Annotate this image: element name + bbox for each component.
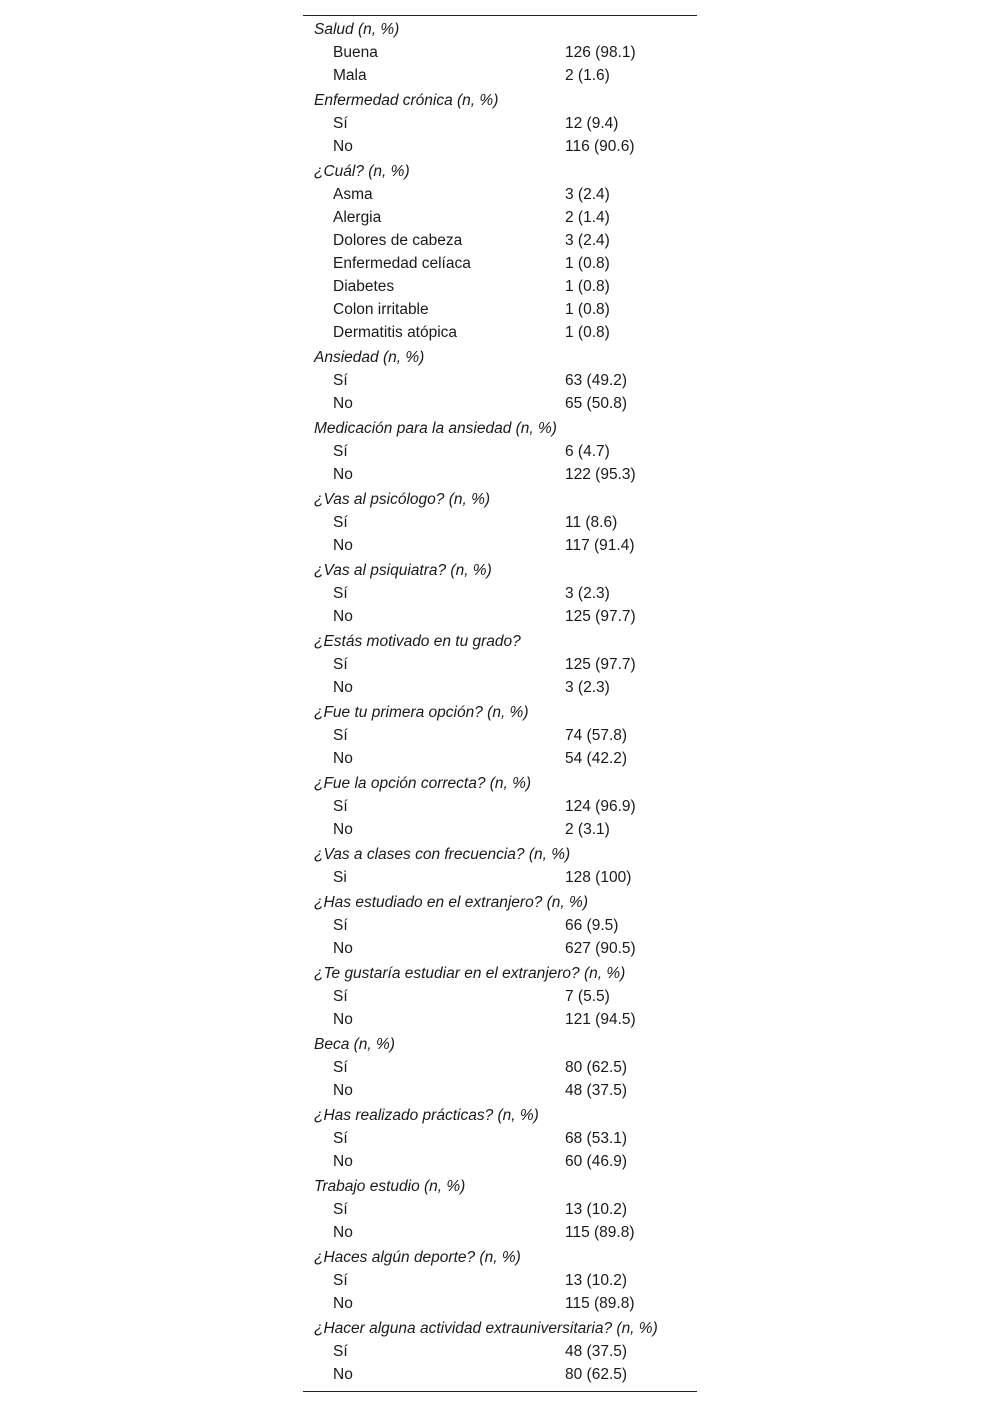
row-label: Sí — [333, 1059, 348, 1076]
row-value: 48 (37.5) — [565, 1343, 628, 1360]
table-section — [303, 559, 697, 628]
table-row — [303, 321, 697, 344]
row-value: 115 (89.8) — [565, 1295, 635, 1312]
row-value: 2 (1.4) — [565, 209, 610, 226]
row-label: No — [333, 138, 353, 155]
row-value: 1 (0.8) — [565, 255, 610, 272]
table-row — [303, 653, 697, 676]
section-title: ¿Vas al psicólogo? (n, %) — [314, 491, 491, 508]
row-label: No — [333, 1295, 353, 1312]
table-row — [303, 1079, 697, 1102]
row-label: No — [333, 537, 353, 554]
table-section — [303, 630, 697, 699]
section-title: ¿Te gustaría estudiar en el extranjero? (n, %) — [314, 965, 626, 982]
row-label: Si — [333, 869, 347, 886]
table-row — [303, 866, 697, 889]
row-value: 65 (50.8) — [565, 395, 628, 412]
row-label: No — [333, 1224, 353, 1241]
row-value: 60 (46.9) — [565, 1153, 628, 1170]
row-label: Sí — [333, 988, 348, 1005]
row-label: Diabetes — [333, 278, 395, 295]
row-value: 80 (62.5) — [565, 1059, 628, 1076]
table-section — [303, 1175, 697, 1244]
table-section — [303, 160, 697, 344]
section-title: Ansiedad (n, %) — [314, 349, 425, 366]
row-value: 627 (90.5) — [565, 940, 636, 957]
table-row — [303, 1340, 697, 1363]
row-label: Colon irritable — [333, 301, 429, 318]
row-label: Dolores de cabeza — [333, 232, 463, 249]
row-label: No — [333, 395, 353, 412]
row-label: Sí — [333, 1272, 348, 1289]
section-title: Trabajo estudio (n, %) — [314, 1178, 466, 1195]
table-row — [303, 64, 697, 87]
row-label: No — [333, 821, 353, 838]
table-section — [303, 1104, 697, 1173]
row-value: 117 (91.4) — [565, 537, 635, 554]
section-title: ¿Vas al psiquiatra? (n, %) — [314, 562, 492, 579]
row-label: Sí — [333, 115, 348, 132]
section-title: Enfermedad crónica (n, %) — [314, 92, 499, 109]
table-row — [303, 534, 697, 557]
row-value: 1 (0.8) — [565, 278, 610, 295]
row-value: 11 (8.6) — [565, 514, 618, 531]
row-value: 12 (9.4) — [565, 115, 619, 132]
table-row — [303, 183, 697, 206]
table-row — [303, 1008, 697, 1031]
row-value: 13 (10.2) — [565, 1272, 628, 1289]
section-title: ¿Hacer alguna actividad extrauniversitaria? (n, %) — [314, 1320, 658, 1337]
row-label: No — [333, 466, 353, 483]
section-title: Beca (n, %) — [314, 1036, 395, 1053]
section-title: ¿Has estudiado en el extranjero? (n, %) — [314, 894, 588, 911]
table-row — [303, 229, 697, 252]
table-row — [303, 275, 697, 298]
row-value: 2 (3.1) — [565, 821, 610, 838]
table-row — [303, 676, 697, 699]
table-section — [303, 1246, 697, 1315]
table-section — [303, 843, 697, 889]
row-label: Mala — [333, 67, 367, 84]
table-section — [303, 417, 697, 486]
table-row — [303, 112, 697, 135]
section-title: ¿Estás motivado en tu grado? — [314, 633, 521, 650]
row-label: Buena — [333, 44, 378, 61]
row-label: No — [333, 750, 353, 767]
row-label: Sí — [333, 1130, 348, 1147]
table-row — [303, 724, 697, 747]
table-section — [303, 962, 697, 1031]
table-row — [303, 1150, 697, 1173]
row-value: 128 (100) — [565, 869, 632, 886]
row-label: No — [333, 1366, 353, 1383]
section-title: ¿Fue la opción correcta? (n, %) — [314, 775, 532, 792]
row-value: 3 (2.4) — [565, 232, 610, 249]
row-value: 74 (57.8) — [565, 727, 628, 744]
table-section — [303, 701, 697, 770]
table-row — [303, 252, 697, 275]
table-section — [303, 772, 697, 841]
row-label: Sí — [333, 917, 348, 934]
table-row — [303, 1269, 697, 1292]
row-value: 13 (10.2) — [565, 1201, 628, 1218]
table-row — [303, 41, 697, 64]
row-label: Alergia — [333, 209, 382, 226]
row-value: 66 (9.5) — [565, 917, 619, 934]
row-label: Sí — [333, 1201, 348, 1218]
table-row — [303, 1127, 697, 1150]
table-section — [303, 1033, 697, 1102]
row-value: 48 (37.5) — [565, 1082, 628, 1099]
row-label: Sí — [333, 514, 348, 531]
section-title: ¿Fue tu primera opción? (n, %) — [314, 704, 529, 721]
row-value: 80 (62.5) — [565, 1366, 628, 1383]
row-value: 3 (2.4) — [565, 186, 610, 203]
row-label: No — [333, 679, 353, 696]
row-value: 125 (97.7) — [565, 656, 636, 673]
row-label: No — [333, 1011, 353, 1028]
table-row — [303, 440, 697, 463]
table-section — [303, 89, 697, 158]
row-value: 3 (2.3) — [565, 679, 610, 696]
row-label: Sí — [333, 443, 348, 460]
row-value: 1 (0.8) — [565, 324, 610, 341]
row-label: Sí — [333, 372, 348, 389]
table-row — [303, 582, 697, 605]
row-value: 124 (96.9) — [565, 798, 636, 815]
row-label: Dermatitis atópica — [333, 324, 458, 341]
table-row — [303, 1292, 697, 1315]
table-row — [303, 392, 697, 415]
row-value: 122 (95.3) — [565, 466, 636, 483]
table-row — [303, 206, 697, 229]
table-row — [303, 747, 697, 770]
table-section — [303, 488, 697, 557]
section-title: ¿Vas a clases con frecuencia? (n, %) — [314, 846, 571, 863]
row-value: 121 (94.5) — [565, 1011, 636, 1028]
row-value: 6 (4.7) — [565, 443, 610, 460]
table-row — [303, 463, 697, 486]
table-row — [303, 937, 697, 960]
row-value: 2 (1.6) — [565, 67, 610, 84]
row-label: No — [333, 608, 353, 625]
section-title: Salud (n, %) — [314, 21, 400, 38]
table-row — [303, 1221, 697, 1244]
row-label: Sí — [333, 727, 348, 744]
row-label: No — [333, 940, 353, 957]
table-row — [303, 1056, 697, 1079]
table-row — [303, 1363, 697, 1386]
row-value: 7 (5.5) — [565, 988, 610, 1005]
row-value: 68 (53.1) — [565, 1130, 628, 1147]
table-row — [303, 511, 697, 534]
table-row — [303, 605, 697, 628]
table-row — [303, 1198, 697, 1221]
table-row — [303, 369, 697, 392]
table-section — [303, 346, 697, 415]
row-label: Asma — [333, 186, 373, 203]
row-label: Sí — [333, 1343, 348, 1360]
table-section — [303, 891, 697, 960]
table-row — [303, 985, 697, 1008]
row-value: 125 (97.7) — [565, 608, 636, 625]
row-value: 116 (90.6) — [565, 138, 635, 155]
section-title: ¿Haces algún deporte? (n, %) — [314, 1249, 521, 1266]
row-label: Sí — [333, 585, 348, 602]
table-section — [303, 18, 697, 87]
row-value: 54 (42.2) — [565, 750, 628, 767]
section-title: Medicación para la ansiedad (n, %) — [314, 420, 557, 437]
table-row — [303, 914, 697, 937]
row-label: No — [333, 1153, 353, 1170]
row-label: Enfermedad celíaca — [333, 255, 471, 272]
row-value: 126 (98.1) — [565, 44, 636, 61]
table-section — [303, 1317, 697, 1386]
row-label: Sí — [333, 656, 348, 673]
row-value: 115 (89.8) — [565, 1224, 635, 1241]
row-label: No — [333, 1082, 353, 1099]
row-value: 63 (49.2) — [565, 372, 628, 389]
table-row — [303, 298, 697, 321]
data-table — [303, 15, 697, 1392]
row-value: 1 (0.8) — [565, 301, 610, 318]
table-row — [303, 795, 697, 818]
row-value: 3 (2.3) — [565, 585, 610, 602]
table-row — [303, 135, 697, 158]
row-label: Sí — [333, 798, 348, 815]
table-row — [303, 818, 697, 841]
section-title: ¿Cuál? (n, %) — [314, 163, 410, 180]
section-title: ¿Has realizado prácticas? (n, %) — [314, 1107, 539, 1124]
